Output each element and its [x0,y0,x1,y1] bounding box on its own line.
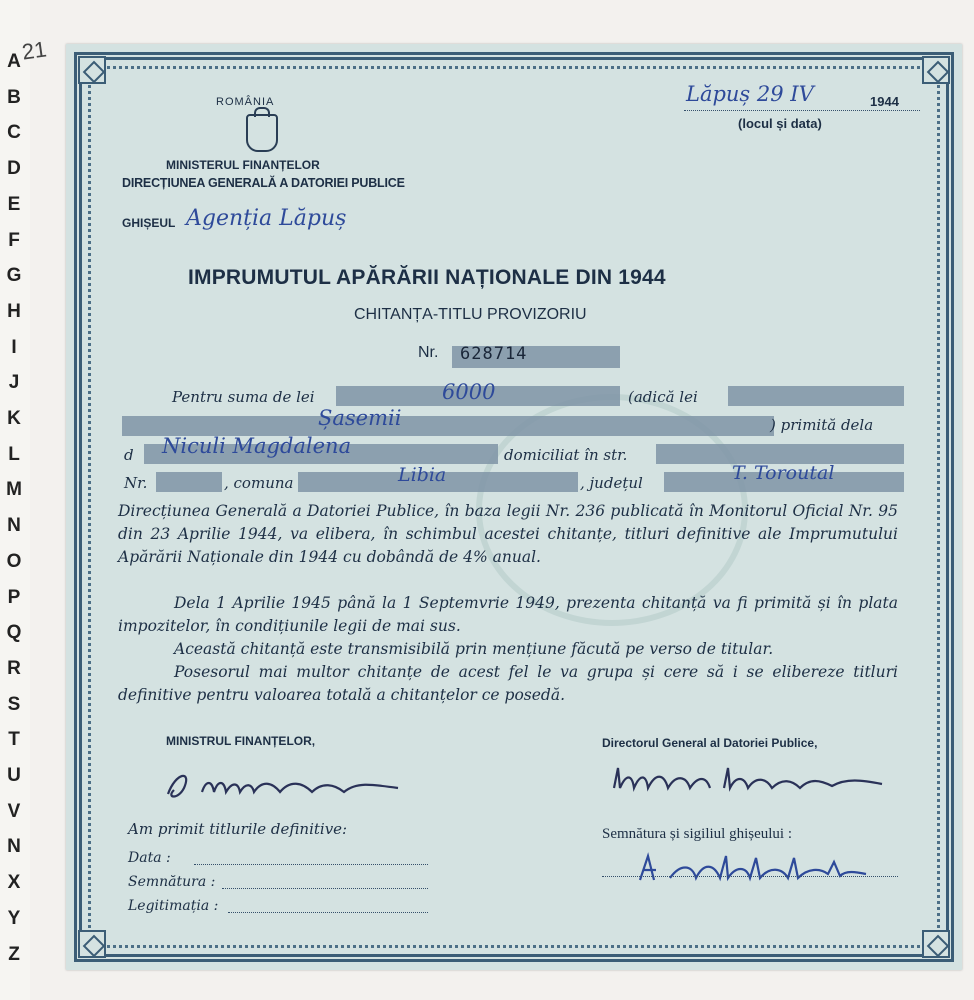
primita-label: ) primită dela [770,416,874,434]
index-letter: I [11,336,17,358]
coat-of-arms-icon [246,114,278,152]
judetul-value: T. Toroutal [732,462,835,484]
index-letter: M [6,479,22,501]
d-label: d [124,446,134,464]
suma-label: Pentru suma de lei [172,388,315,406]
adica-field-continued [122,416,774,436]
receipt-document [66,44,962,970]
index-letter: U [7,765,21,787]
agent-signature-icon [600,844,900,888]
index-letter: J [8,372,20,394]
index-letter: Z [8,943,20,965]
corner-ornament-icon [78,930,106,958]
index-letter: G [6,265,22,287]
comuna-value: Libia [398,464,447,486]
index-letter: B [7,86,21,108]
index-letter: N [7,515,21,537]
directorate-label: DIRECȚIUNEA GENERALĂ A DATORIEI PUBLICE [122,176,405,190]
document-subtitle: CHITANȚA-TITLU PROVIZORIU [354,306,587,323]
index-letter: C [7,122,21,144]
minister-title: MINISTRUL FINANȚELOR, [166,734,316,748]
data-label: Data : [128,850,171,866]
adica-field [728,386,904,406]
paragraph-legal-basis: Direcțiunea Generală a Datoriei Publice, în baza legii Nr. 236 publicată în Monitorul Oficial Nr. 95 din 23 Aprilie 1944, va elibera, în schimbul acestei chitanțe, titluri definitive ale Imprumutului Apărării Naționale din 1944 cu dobândă de 4% anual. [118,502,898,566]
index-letter: E [7,193,21,215]
place-date-label: (locul și data) [738,116,822,131]
index-letter: N [7,836,21,858]
index-letter: Y [7,907,21,929]
corner-ornament-icon [78,56,106,84]
stamp-label: Semnătura și sigiliul ghișeului : [602,826,792,842]
semnatura-line [222,888,428,889]
handwritten-note: 21 [20,36,49,65]
ghiseul-value: Agenția Lăpuș [186,206,347,231]
index-letter: P [7,586,21,608]
serial-label: Nr. [418,344,439,361]
index-letter: K [7,408,21,430]
corner-ornament-icon [922,930,950,958]
index-letter: R [7,657,21,679]
index-letter: H [7,300,21,322]
street-field [656,444,904,464]
index-letter: Q [6,622,22,644]
country-label: ROMÂNIA [216,96,275,108]
index-letter: S [7,693,21,715]
place-date-value: Lăpuș 29 IV [686,82,814,106]
house-nr-label: Nr. [124,474,148,492]
index-strip [0,0,49,1000]
paragraph-transferable: Această chitanță este transmisibilă prin mențiune făcută pe verso de titular. [174,640,774,658]
domiciliat-label: domiciliat în str. [504,446,628,464]
legitimatia-label: Legitimația : [128,898,219,914]
ghiseul-label: GHIȘEUL [122,216,176,230]
document-title: IMPRUMUTUL APĂRĂRII NAȚIONALE DIN 1944 [188,266,666,289]
stamp-line [602,876,898,877]
legitimatia-line [228,912,428,913]
ministry-label: MINISTERUL FINANȚELOR [166,158,320,172]
index-letter: F [8,229,20,251]
index-letter: O [6,550,22,572]
adica-value: Șasemii [318,406,402,430]
alphabet-index [4,44,24,972]
house-nr-field [156,472,222,492]
year-label: 1944 [870,94,899,109]
index-letter: A [7,51,21,72]
semnatura-label: Semnătura : [128,874,216,890]
data-line [194,864,428,865]
index-letter: X [7,872,21,894]
index-letter: V [7,800,21,822]
serial-number: 628714 [460,344,528,364]
judetul-label: , județul [580,474,643,492]
paragraph-grouping: Posesorul mai multor chitanțe de acest fel le va grupa și cere să i se elibereze titluri definitive pentru valoarea totală a chitanțelor ce posedă. [118,663,898,704]
received-label: Am primit titlurile definitive: [128,820,348,838]
corner-ornament-icon [922,56,950,84]
name-value: Niculi Magdalena [162,434,352,458]
director-title: Directorul General al Datoriei Publice, [602,736,818,750]
place-date-line [684,110,920,111]
paragraph-tax-payment: Dela 1 Aprilie 1945 până la 1 Septemvrie 1949, prezenta chitanță va fi primită și în plata impozitelor, în condițiunile legii de mai sus. [118,594,898,635]
comuna-label: , comuna [224,474,294,492]
index-letter: T [8,729,20,751]
minister-signature-icon [162,762,412,806]
director-signature-icon [606,758,906,802]
index-letter: D [7,158,21,180]
suma-value: 6000 [442,380,496,404]
index-letter: L [8,443,20,465]
adica-label: (adică lei [628,388,698,406]
